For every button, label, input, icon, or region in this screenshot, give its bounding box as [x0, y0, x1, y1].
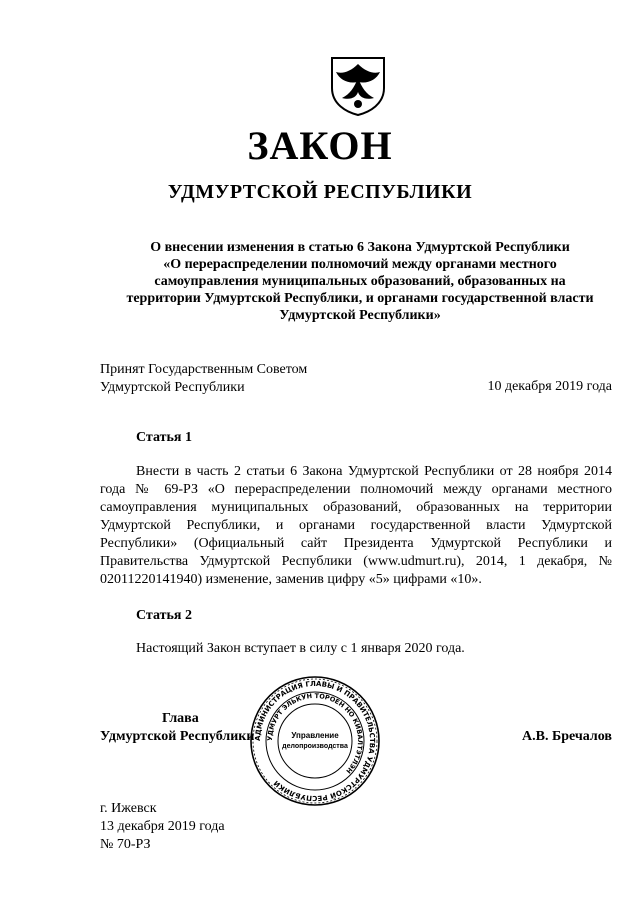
law-name-line: территории Удмуртской Республики, и органами государственной власти [126, 291, 594, 306]
signatory-role: Удмуртской Республики [100, 729, 255, 744]
seal-inner-text: УДМУРТ ЭЛЬКУН ТОРОЕН НО КИВАЛТЭТЛЭН [265, 691, 365, 776]
footer-date: 13 декабря 2019 года [100, 819, 225, 834]
signatory-name: А.В. Бречалов [522, 729, 612, 744]
adoption-info [100, 361, 307, 397]
law-name [110, 239, 610, 324]
article-2-text: Настоящий Закон вступает в силу с 1 января 2020 года. [136, 641, 465, 656]
article-2-heading: Статья 2 [136, 608, 192, 623]
footer-city: г. Ижевск [100, 801, 157, 816]
law-name-line: самоуправления муниципальных образований, образованных на [154, 274, 566, 289]
footer-number: № 70-РЗ [100, 837, 151, 852]
law-name-line: О внесении изменения в статью 6 Закона Удмуртской Республики [150, 240, 570, 255]
law-name-line: Удмуртской Республики» [279, 308, 441, 323]
seal-outer-text: АДМИНИСТРАЦИЯ ГЛАВЫ И ПРАВИТЕЛЬСТВА УДМУРТСКОЙ РЕСПУБЛИКИ [253, 679, 377, 803]
seal-center-text: делопроизводства [282, 743, 348, 750]
document-subtitle: УДМУРТСКОЙ РЕСПУБЛИКИ [167, 181, 473, 203]
adoption-line: Принят Государственным Советом [100, 362, 308, 377]
law-name-line: «О перераспределении полномочий между органами местного [163, 257, 557, 272]
signatory-role: Глава [162, 711, 199, 726]
adoption-date: 10 декабря 2019 года [487, 379, 612, 394]
adoption-line: Удмуртской Республики [100, 380, 245, 395]
document-footer [100, 800, 225, 854]
document-title: ЗАКОН [247, 123, 393, 168]
official-seal-icon [248, 674, 382, 808]
udmurt-emblem-icon [328, 54, 388, 116]
article-1-heading: Статья 1 [136, 430, 192, 445]
seal-center-text: Управление [291, 731, 339, 740]
article-1-text: Внести в часть 2 статьи 6 Закона Удмуртской Республики от 28 ноября 2014 года № 69-РЗ «О перераспределении полномочий между органами местного самоуправления муниципальных образований, образованных на территории Удмуртской Республики, и органами государственной власти Удмуртской Республики» (Официальный сайт Президента Удмуртской Республики и Правительства Удмуртской Республики (www.udmurt.ru), 2014, 1 декабря, № 02011220141940) изменение, заменив цифру «5» цифрами «10». [100, 464, 612, 587]
